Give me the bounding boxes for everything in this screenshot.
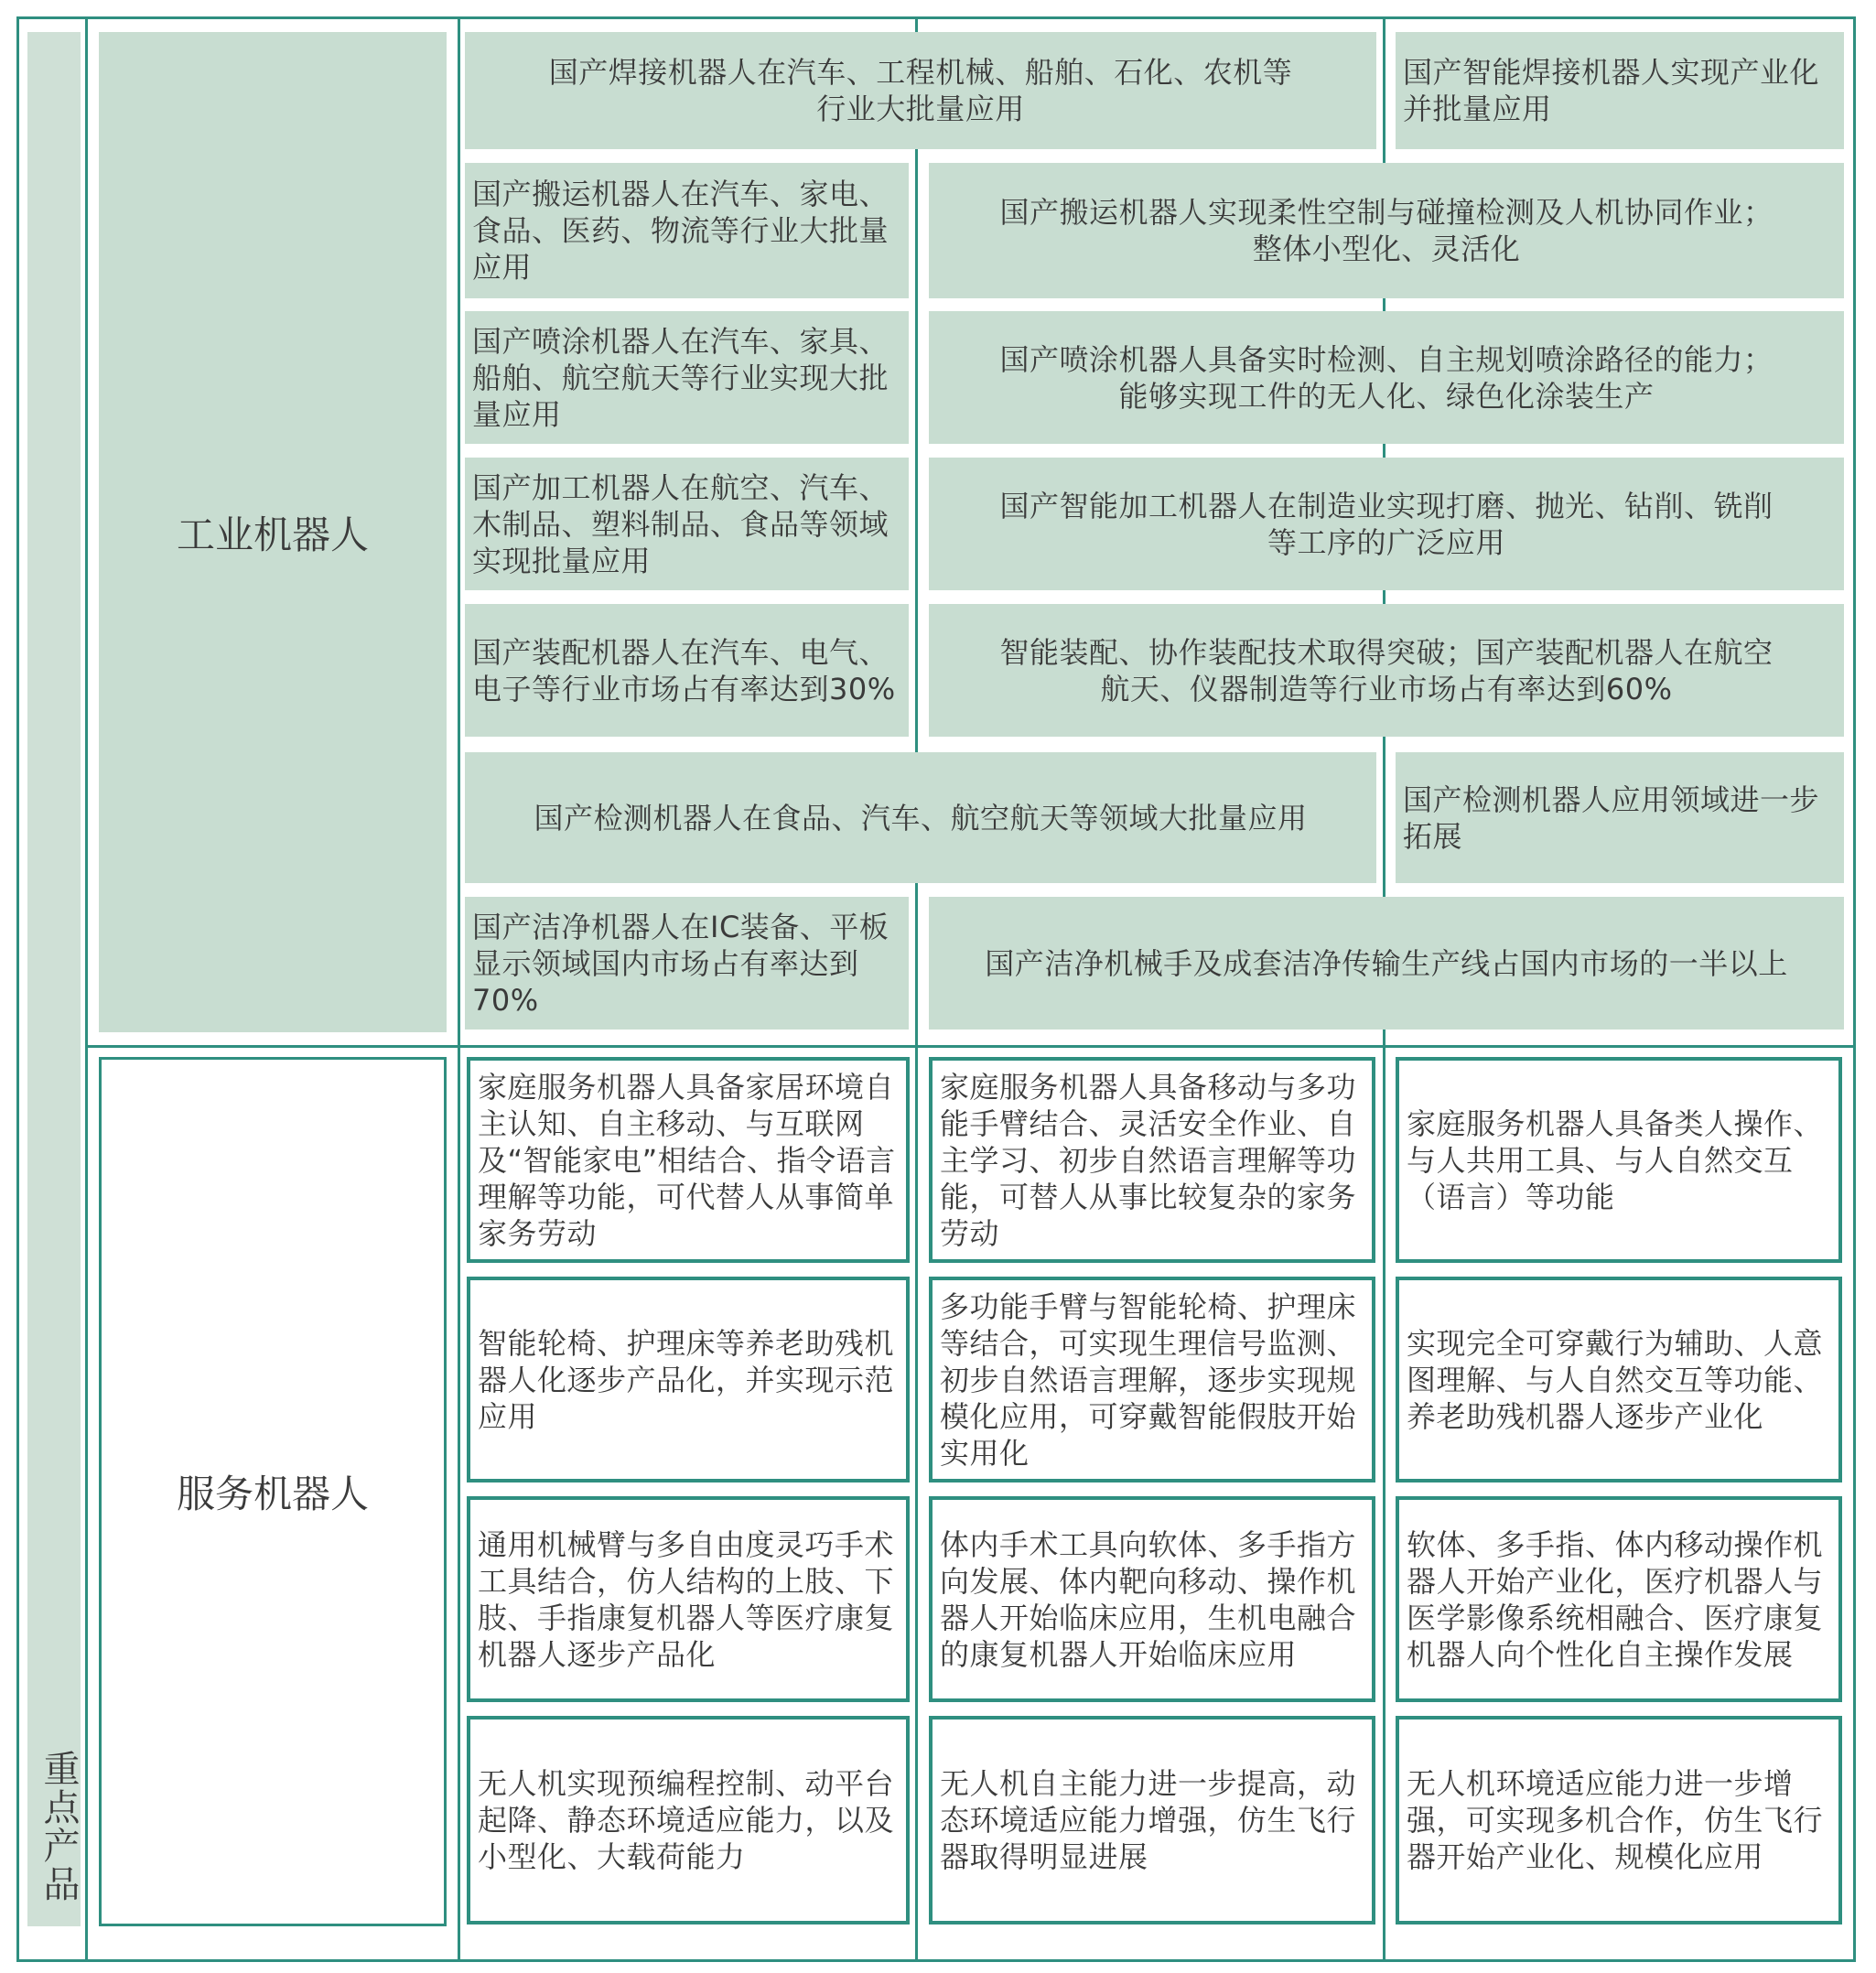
cell-text: 国产检测机器人应用领域进一步拓展 — [1403, 782, 1820, 854]
industrial-cell — [465, 604, 909, 737]
cell-text: 软体、多手指、体内移动操作机器人开始产业化，医疗机器人与医学影像系统相融合、医疗康复机器人向个性化自主操作发展 — [1407, 1526, 1824, 1672]
industrial-cell — [465, 163, 909, 298]
cell-text: 国产搬运机器人在汽车、家电、食品、医药、物流等行业大批量应用 — [472, 177, 889, 285]
column-divider — [85, 16, 88, 1962]
column-divider — [458, 16, 460, 1962]
service-cell — [467, 1057, 910, 1263]
service-cell — [467, 1716, 910, 1924]
cell-text: 家庭服务机器人具备类人操作、与人共用工具、与人自然交互（语言）等功能 — [1407, 1105, 1824, 1214]
cell-text: 国产加工机器人在航空、汽车、木制品、塑料制品、食品等领域实现批量应用 — [472, 469, 889, 578]
cell-text: 国产洁净机械手及成套洁净传输生产线占国内市场的一半以上 — [985, 945, 1788, 981]
sidebar — [27, 32, 81, 1926]
industrial-cell — [465, 32, 1376, 149]
cell-text: 无人机实现预编程控制、动平台起降、静态环境适应能力，以及小型化、大载荷能力 — [478, 1766, 895, 1874]
service-cell — [929, 1277, 1375, 1482]
category-industrial — [99, 32, 447, 1032]
industrial-cell — [929, 163, 1844, 298]
industrial-cell — [929, 604, 1844, 737]
cell-text: 多功能手臂与智能轮椅、护理床等结合，可实现生理信号监测、初步自然语言理解，逐步实现规模化应用，可穿戴智能假肢开始实用化 — [940, 1288, 1357, 1471]
industrial-cell — [465, 458, 909, 590]
cell-text: 家庭服务机器人具备移动与多功能手臂结合、灵活安全作业、自主学习、初步自然语言理解等功能，可替人从事比较复杂的家务劳动 — [940, 1069, 1357, 1251]
cell-text: 国产喷涂机器人具备实时检测、自主规划喷涂路径的能力；能够实现工件的无人化、绿色化涂装生产 — [999, 341, 1774, 414]
cell-text: 体内手术工具向软体、多手指方向发展、体内靶向移动、操作机器人开始临床应用，生机电融合的康复机器人开始临床应用 — [940, 1526, 1357, 1672]
category-service — [99, 1057, 447, 1926]
cell-text: 通用机械臂与多自由度灵巧手术工具结合，仿人结构的上肢、下肢、手指康复机器人等医疗康复机器人逐步产品化 — [478, 1526, 895, 1672]
category-label: 服务机器人 — [176, 1472, 369, 1516]
service-cell — [1396, 1277, 1842, 1482]
cell-text: 智能轮椅、护理床等养老助残机器人化逐步产品化，并实现示范应用 — [478, 1325, 895, 1434]
cell-text: 国产喷涂机器人在汽车、家具、船舶、航空航天等行业实现大批量应用 — [472, 323, 889, 432]
industrial-cell — [1396, 752, 1844, 883]
column-divider — [915, 16, 918, 1962]
cell-text: 国产洁净机器人在IC装备、平板显示领域国内市场占有率达到70% — [472, 909, 889, 1018]
service-cell — [1396, 1496, 1842, 1702]
section-divider — [85, 1045, 1856, 1048]
cell-text: 国产装配机器人在汽车、电气、电子等行业市场占有率达到30% — [472, 634, 896, 706]
cell-text: 国产检测机器人在食品、汽车、航空航天等领域大批量应用 — [534, 800, 1308, 836]
cell-text: 家庭服务机器人具备家居环境自主认知、自主移动、与互联网及“智能家电”相结合、指令语言理解等功能，可代替人从事简单家务劳动 — [478, 1069, 896, 1251]
cell-text: 国产智能加工机器人在制造业实现打磨、抛光、钻削、铣削等工序的广泛应用 — [999, 488, 1774, 560]
service-cell — [929, 1496, 1375, 1702]
industrial-cell — [929, 458, 1844, 590]
industrial-cell — [929, 311, 1844, 444]
service-cell — [929, 1057, 1375, 1263]
industrial-cell — [465, 311, 909, 444]
cell-text: 国产搬运机器人实现柔性空制与碰撞检测及人机协同作业；整体小型化、灵活化 — [999, 195, 1774, 266]
industrial-cell — [929, 897, 1844, 1030]
cell-text: 国产焊接机器人在汽车、工程机械、船舶、石化、农机等行业大批量应用 — [548, 55, 1293, 126]
cell-text: 无人机自主能力进一步提高，动态环境适应能力增强，仿生飞行器取得明显进展 — [940, 1766, 1357, 1874]
service-cell — [1396, 1716, 1842, 1924]
category-label: 工业机器人 — [176, 512, 369, 557]
service-cell — [467, 1496, 910, 1702]
service-cell — [929, 1716, 1375, 1924]
section-label: 重点产品 — [38, 1750, 80, 1903]
cell-text: 无人机环境适应能力进一步增强，可实现多机合作，仿生飞行器开始产业化、规模化应用 — [1407, 1766, 1824, 1874]
service-cell — [1396, 1057, 1842, 1263]
service-cell — [467, 1277, 910, 1482]
cell-text: 国产智能焊接机器人实现产业化并批量应用 — [1403, 55, 1820, 126]
cell-text: 智能装配、协作装配技术取得突破；国产装配机器人在航空航天、仪器制造等行业市场占有率达到60% — [999, 634, 1774, 706]
industrial-cell — [465, 752, 1376, 883]
industrial-cell — [1396, 32, 1844, 149]
cell-text: 实现完全可穿戴行为辅助、人意图理解、与人自然交互等功能、养老助残机器人逐步产业化 — [1407, 1325, 1824, 1434]
industrial-cell — [465, 897, 909, 1030]
